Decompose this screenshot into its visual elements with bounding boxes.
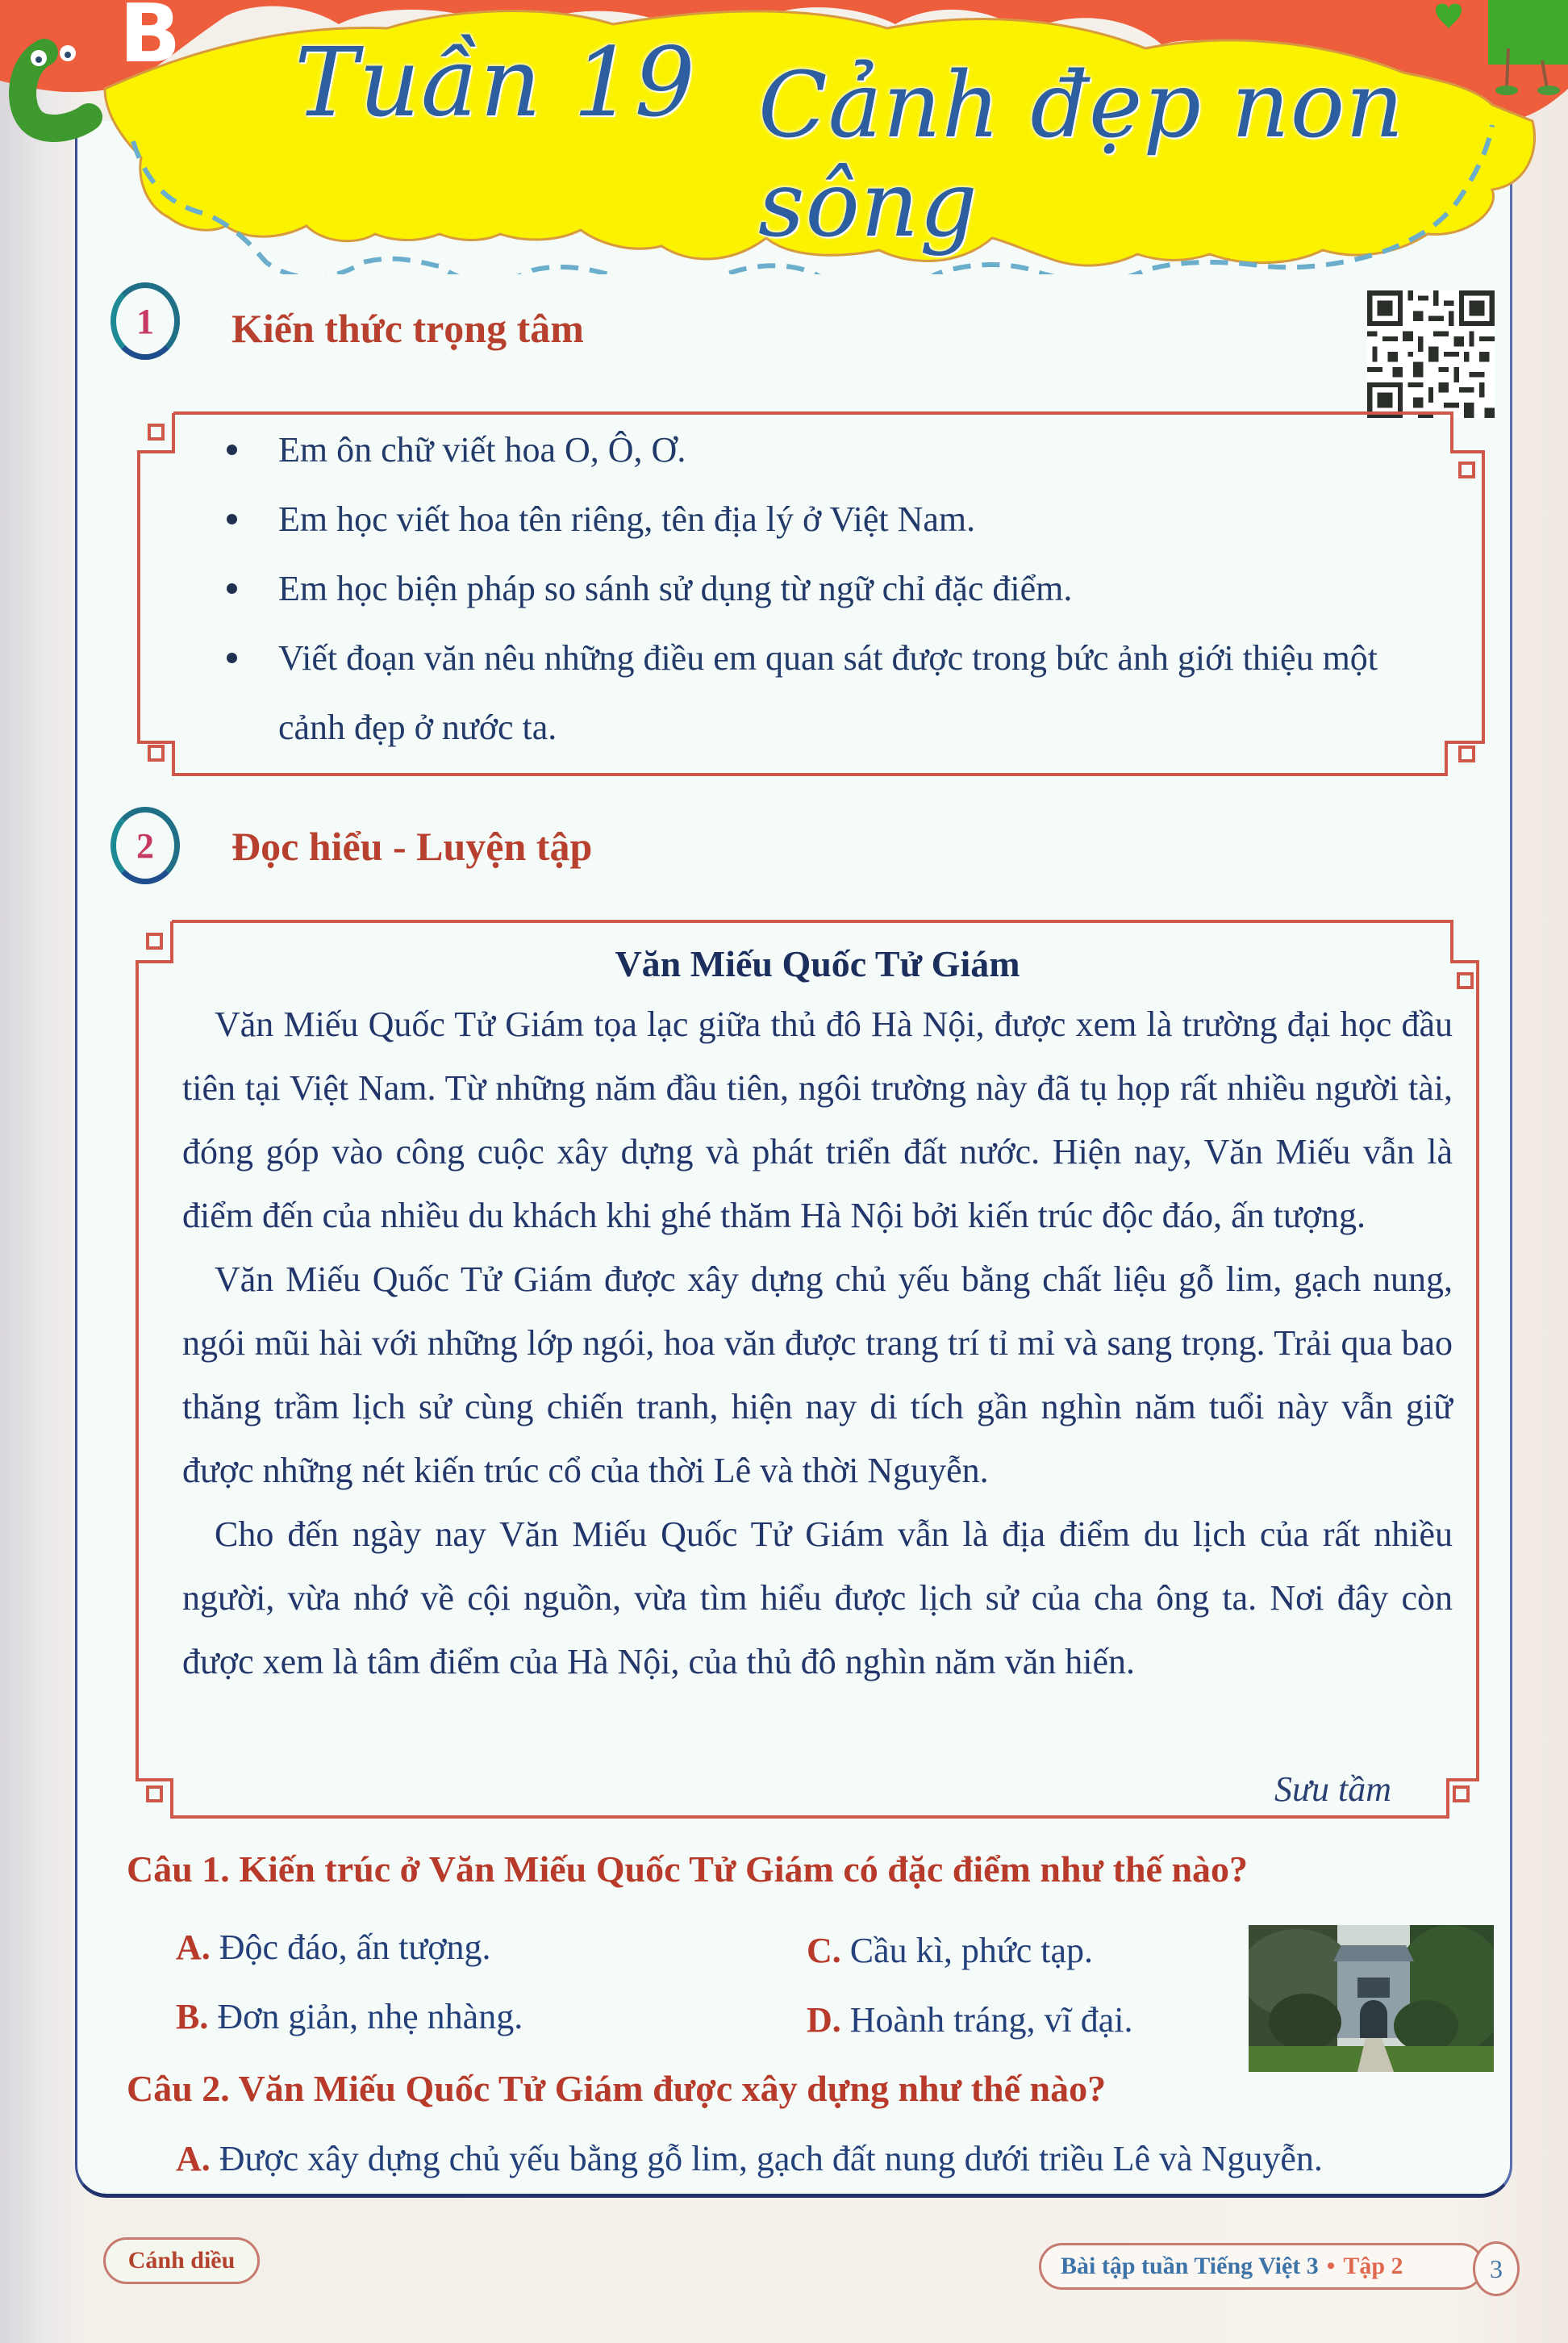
answer-option-c[interactable] [807,1930,1093,1971]
bullet-dot-icon [227,514,237,524]
bullet-dot-icon [227,445,237,455]
option-letter: A. [176,1927,211,1967]
knowledge-bullet-item: Em ôn chữ viết hoa O, Ô, Ơ. [278,416,1440,485]
answer-option-a[interactable] [176,1927,490,1968]
question-2-text: Văn Miếu Quốc Tử Giám được xây dựng như thế nào? [238,2068,1107,2109]
passage-title: Văn Miếu Quốc Tử Giám [615,943,1020,984]
week-label: Tuần 19 [294,27,696,138]
knowledge-bullet-item: Em học biện pháp so sánh sử dụng từ ngữ chỉ đặc điểm. [278,554,1440,624]
page-number-badge [1473,2241,1520,2296]
option-text: Hoành tráng, vĩ đại. [849,2000,1133,2040]
book-title: Bài tập tuần Tiếng Việt 3 [1061,2253,1319,2279]
section-2-number: 2 [136,825,154,866]
knowledge-bullet-item: Viết đoạn văn nêu những điều em quan sát được trong bức ảnh giới thiệu một cảnh đẹp ở nước ta. [278,624,1440,762]
passage-paragraph: Cho đến ngày nay Văn Miếu Quốc Tử Giám vẫn là địa điểm du lịch của rất nhiều người, vừa nhớ về cội nguồn, vừa tìm hiểu được lịch sử của cha ông ta. Nơi đây còn được xem là tâm điểm của Hà Nội, của thủ đô nghìn năm văn hiến. [182,1514,1453,1681]
bullet-dot-icon [227,653,237,663]
page-theme-title: Cảnh đẹp non sông [758,53,1405,258]
section-1-badge [111,282,180,360]
section-2-title: Đọc hiểu - Luyện tập [231,824,593,869]
answer-option-b[interactable] [176,1996,523,2037]
knowledge-bullet-list [278,416,1440,762]
section-1-title: Kiến thức trọng tâm [231,306,584,351]
van-mieu-photo [1249,1925,1494,2072]
option-text: Độc đáo, ấn tượng. [219,1927,491,1967]
publisher-badge [103,2237,260,2284]
mascot-letter-b: B [119,0,181,81]
section-1-number: 1 [136,301,154,341]
book-title-badge [1039,2243,1484,2290]
passage-paragraph: Văn Miếu Quốc Tử Giám tọa lạc giữa thủ đô Hà Nội, được xem là trường đại học đầu tiên tại Việt Nam. Từ những năm đầu tiên, ngôi trường này đã tụ họp rất nhiều người tài, đóng góp vào công cuộc xây dựng và phát triển đất nước. Hiện nay, Văn Miếu vẫn là điểm đến của nhiều du khách khi ghé thăm Hà Nội bởi kiến trúc độc đáo, ấn tượng. [182,1004,1453,1235]
passage-source: Sưu tầm [1274,1769,1391,1809]
section-2-badge [111,807,180,884]
publisher-name: Cánh diều [127,2247,236,2274]
option-text: Được xây dựng chủ yếu bằng gỗ lim, gạch đất nung dưới triều Lê và Nguyễn. [219,2139,1323,2178]
answer-option-a[interactable] [176,2138,1323,2179]
answer-option-d[interactable] [807,1999,1132,2040]
option-letter: C. [807,1931,841,1970]
option-letter: A. [176,2139,211,2178]
bullet-dot-icon [227,583,237,594]
question-1-text: Kiến trúc ở Văn Miếu Quốc Tử Giám có đặc điểm như thế nào? [239,1848,1249,1890]
question-2-label: Câu 2. [127,2068,230,2109]
question-1-label: Câu 1. [127,1848,230,1890]
knowledge-bullet-item: Em học viết hoa tên riêng, tên địa lý ở Việt Nam. [278,485,1440,554]
page-number: 3 [1490,2253,1503,2283]
reading-passage [182,936,1453,1694]
passage-paragraph: Văn Miếu Quốc Tử Giám được xây dựng chủ yếu bằng chất liệu gỗ lim, gạch nung, ngói mũi hài với những lớp ngói, hoa văn được trang trí tỉ mỉ và sang trọng. Trải qua bao thăng trầm lịch sử cùng chiến tranh, hiện nay di tích gần nghìn năm tuổi này vẫn giữ được những nét kiến trúc cổ của thời Lê và thời Nguyễn. [182,1259,1453,1490]
knowledge-box [278,416,1440,762]
title-separator: • [1326,2253,1336,2279]
qr-code-icon[interactable] [1367,290,1495,418]
volume-label: Tập 2 [1343,2253,1403,2279]
option-text: Cầu kì, phức tạp. [849,1931,1094,1970]
question-1 [127,1848,1248,1890]
question-2 [127,2067,1106,2110]
option-letter: B. [176,1997,209,2036]
option-text: Đơn giản, nhẹ nhàng. [217,1997,523,2036]
option-letter: D. [807,2000,841,2040]
